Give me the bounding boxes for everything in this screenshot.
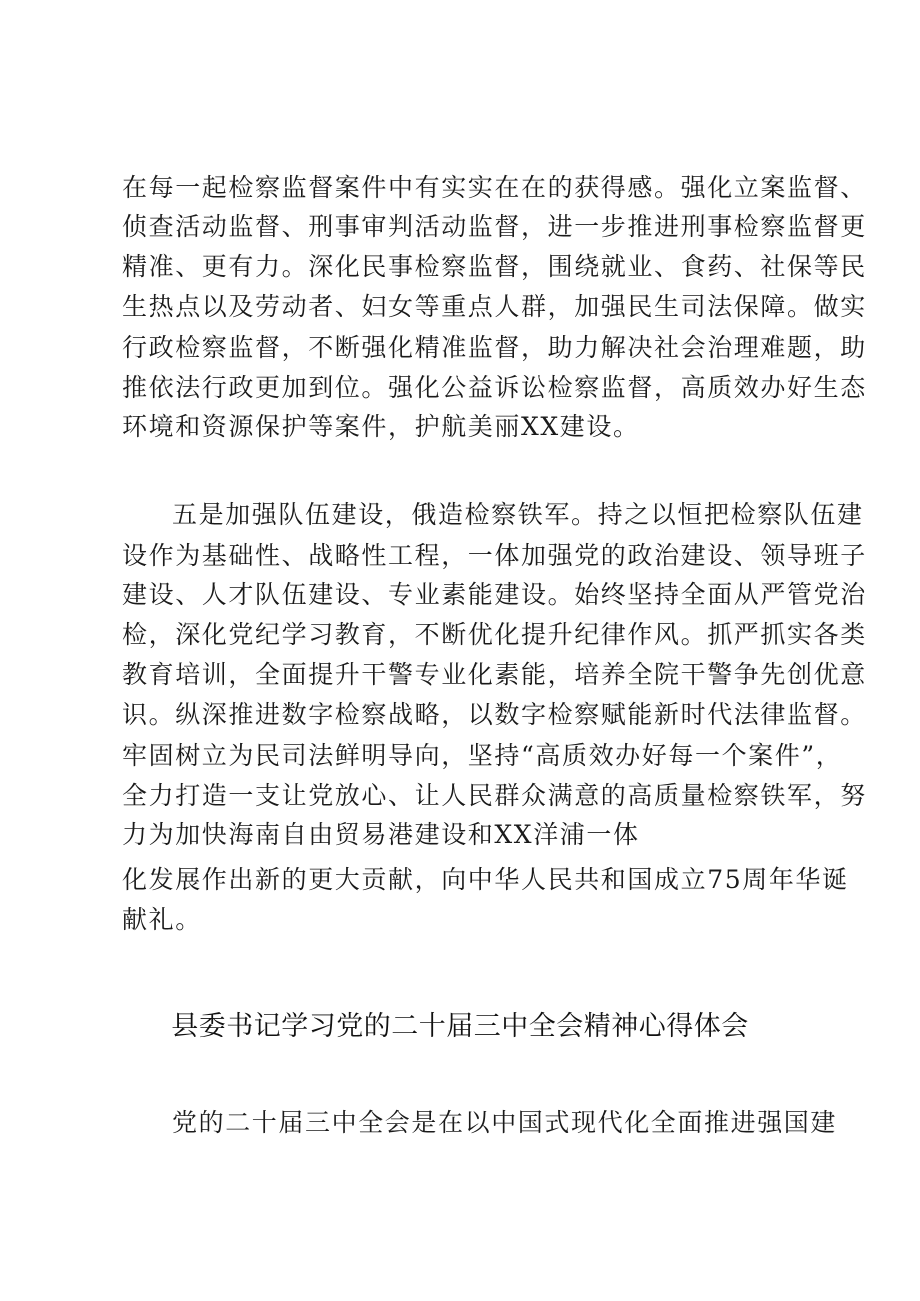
- paragraph-line: 教育培训，全面提升干警专业化素能，培养全院干警争先创优意: [122, 660, 867, 689]
- paragraph-line: 献礼。: [122, 905, 202, 934]
- paragraph-line: 党的二十届三中全会是在以中国式现代化全面推进强国建: [172, 1108, 838, 1137]
- article-title: 县委书记学习党的二十届三中全会精神心得体会: [171, 1011, 749, 1042]
- paragraph-line: 精准、更有力。深化民事检察监督，围绕就业、食药、社保等民: [122, 252, 867, 281]
- paragraph-line: 牢固树立为民司法鲜明导向，坚持“高质效办好每一个案件”，: [122, 741, 843, 770]
- paragraph-line: 识。纵深推进数字检察战略，以数字检察赋能新时代法律监督。: [122, 700, 867, 729]
- paragraph-line: 检，深化党纪学习教育，不断优化提升纪律作风。抓严抓实各类: [122, 620, 867, 649]
- paragraph-line: 侦查活动监督、刑事审判活动监督，进一步推进刑事检察监督更: [122, 212, 867, 241]
- paragraph-line: 推依法行政更加到位。强化公益诉讼检察监督，高质效办好生态: [122, 373, 867, 402]
- paragraph-line: 化发展作出新的更大贡献，向中华人民共和国成立75周年华诞: [122, 865, 849, 894]
- paragraph-line: 五是加强队伍建设，俄造检察铁军。持之以恒把检察队伍建: [172, 500, 864, 529]
- paragraph-line: 全力打造一支让党放心、让人民群众满意的高质量检察铁军，努: [122, 781, 867, 810]
- paragraph-line: 环境和资源保护等案件，护航美丽XX建设。: [122, 412, 640, 441]
- paragraph-line: 行政检察监督，不断强化精准监督，助力解决社会治理难题，助: [122, 333, 867, 362]
- paragraph-line: 生热点以及劳动者、妇女等重点人群，加强民生司法保障。做实: [122, 292, 867, 321]
- paragraph-line: 建设、人才队伍建设、专业素能建设。始终坚持全面从严管党治: [122, 580, 867, 609]
- paragraph-line: 力为加快海南自由贸易港建设和XX洋浦一体: [122, 820, 640, 849]
- paragraph-line: 设作为基础性、战略性工程，一体加强党的政治建设、领导班子: [122, 541, 867, 570]
- paragraph-line: 在每一起检察监督案件中有实实在在的获得感。强化立案监督、: [122, 173, 867, 202]
